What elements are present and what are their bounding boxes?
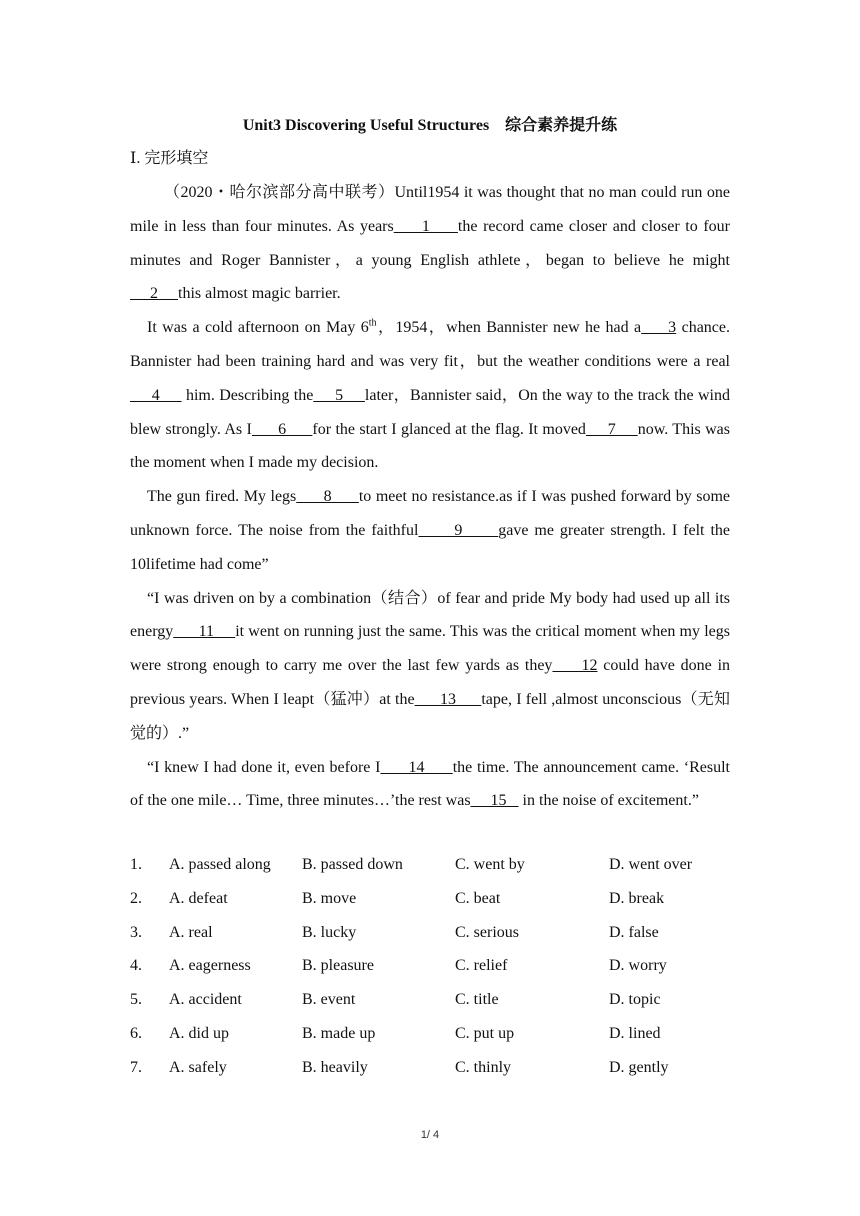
blank-14: 14	[380, 758, 453, 776]
option-c: C. relief	[455, 957, 508, 975]
text: gave me greater strength. I felt the 10lifetime had come”	[130, 521, 731, 573]
option-c: C. title	[455, 991, 499, 1009]
text: it went on running just the same. This was the critical moment when my legs were strong enough to carry me over the last few yards as they	[130, 623, 731, 675]
text: for the start I glanced at the flag. It moved	[312, 420, 586, 438]
text: tape, I fell ,almost unconscious（无知觉的）.”	[130, 690, 730, 742]
text: now. This was the moment when I made my decision.	[130, 420, 731, 472]
option-b: B. pleasure	[302, 957, 374, 975]
blank-3: 3	[641, 319, 677, 337]
option-a: A. defeat	[169, 889, 228, 907]
option-row	[130, 882, 730, 916]
superscript: th	[368, 317, 377, 329]
paragraph-1	[130, 176, 730, 311]
blank-6: 6	[251, 420, 313, 438]
option-b: B. heavily	[302, 1058, 368, 1076]
blank-1: 1	[393, 217, 458, 235]
option-d: D. lined	[609, 1024, 661, 1042]
blank-5: 5	[313, 386, 365, 404]
option-a: A. safely	[169, 1058, 227, 1076]
option-d: D. gently	[609, 1058, 669, 1076]
question-number: 1.	[130, 856, 142, 873]
page-title: Unit3 Discovering Useful Structures 综合素养提升练	[242, 117, 618, 134]
text: “I was driven on by a combination（结合）of fear and pride My body had used up all its energy	[130, 589, 730, 641]
option-a: A. passed along	[169, 856, 271, 873]
option-c: C. put up	[455, 1024, 515, 1042]
option-row	[130, 848, 730, 882]
paragraph-5	[130, 751, 730, 819]
question-number: 4.	[130, 957, 142, 975]
blank-13: 13	[414, 690, 482, 708]
option-b: B. event	[302, 991, 356, 1009]
section-heading: Ⅰ. 完形填空	[130, 150, 209, 167]
text: to meet no resistance.as if I was pushed forward by some unknown force. The noise from the faithful	[130, 488, 731, 539]
option-a: A. eagerness	[169, 957, 251, 975]
option-row	[130, 1017, 730, 1051]
blank-15: 15	[470, 792, 519, 810]
blank-4: 4	[130, 386, 182, 404]
option-b: B. move	[302, 889, 357, 907]
question-number: 3.	[130, 923, 142, 941]
paragraph-2	[130, 311, 730, 480]
option-c: C. went by	[455, 856, 525, 873]
text: It was a cold afternoon on May 6	[147, 319, 369, 337]
question-number: 5.	[130, 991, 142, 1009]
text: in the noise of excitement.”	[518, 792, 699, 810]
option-d: D. worry	[609, 957, 667, 975]
text: ，1954，when Bannister new he had a	[376, 319, 642, 337]
option-b: B. lucky	[302, 923, 357, 941]
option-a: A. real	[169, 923, 213, 941]
cloze-passage	[130, 176, 730, 818]
text: “I knew I had done it, even before I	[147, 758, 381, 776]
blank-11: 11	[173, 623, 236, 641]
blank-7: 7	[585, 420, 638, 438]
text: chance. Bannister had been training hard and was very fit，but the weather conditions were a real	[130, 319, 730, 370]
blank-8: 8	[296, 488, 359, 506]
text: him. Describing the	[181, 386, 314, 404]
option-c: C. thinly	[455, 1058, 512, 1076]
option-c: C. beat	[455, 889, 501, 907]
option-a: A. did up	[169, 1024, 229, 1042]
text: （2020・哈尔滨部分高中联考）Until1954 it was thought that no man could run one mile in less than four minutes. As years	[130, 184, 730, 235]
option-d: D. went over	[609, 856, 693, 873]
option-row	[130, 949, 730, 983]
option-a: A. accident	[169, 991, 242, 1009]
option-b: B. made up	[302, 1024, 376, 1042]
option-row	[130, 1051, 730, 1085]
option-row	[130, 916, 730, 950]
paragraph-3	[130, 480, 730, 581]
blank-2: 2	[130, 285, 178, 303]
option-d: D. false	[609, 923, 659, 941]
text: later，Bannister said，On the way to the track the wind blew strongly. As I	[130, 386, 731, 438]
option-d: D. topic	[609, 991, 661, 1009]
option-c: C. serious	[455, 923, 519, 941]
text: the time. The announcement came. ‘Result of the one mile… Time, three minutes…’the rest was	[130, 758, 730, 810]
question-number: 6.	[130, 1024, 142, 1042]
text: The gun fired. My legs	[147, 488, 297, 506]
blank-9: 9	[418, 521, 499, 539]
text: could have done in previous years. When I leapt（猛冲）at the	[130, 657, 731, 708]
option-d: D. break	[609, 889, 665, 907]
blank-12: 12	[552, 657, 598, 675]
page-number: 1/ 4	[420, 1129, 440, 1141]
text: this almost magic barrier.	[178, 285, 341, 303]
option-row	[130, 983, 730, 1017]
question-number: 7.	[130, 1058, 142, 1076]
question-number: 2.	[130, 889, 142, 907]
paragraph-4	[130, 582, 730, 751]
answer-options	[130, 848, 730, 1085]
option-b: B. passed down	[302, 856, 403, 873]
text: the record came closer and closer to four minutes and Roger Bannister，a young English athlete，began to believe he might	[130, 217, 731, 269]
